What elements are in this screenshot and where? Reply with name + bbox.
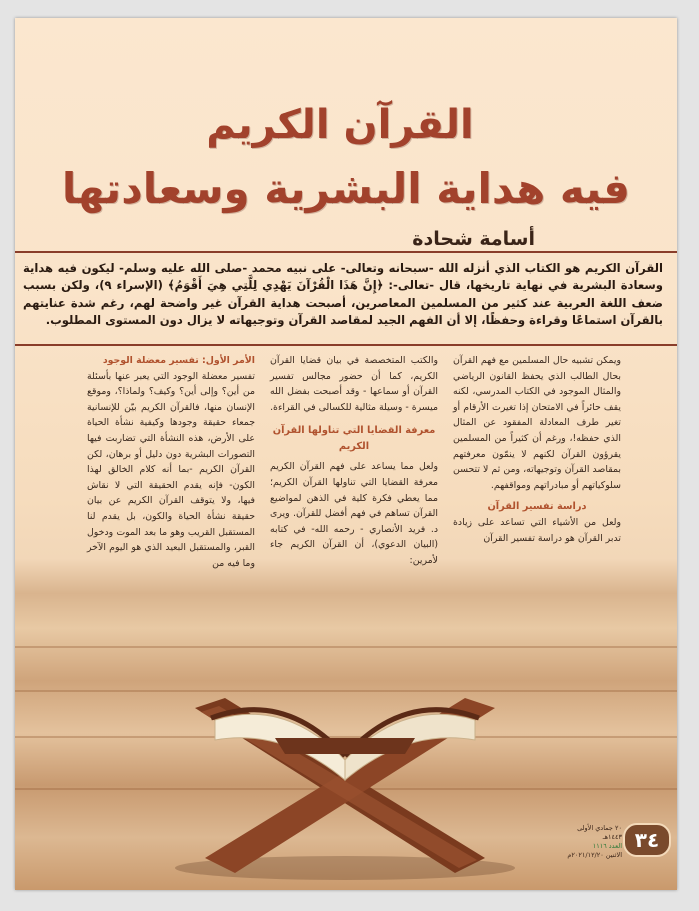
page-number-badge: ٣٤ (623, 823, 671, 857)
section-heading: الأمر الأول: تفسير معضلة الوجود (102, 355, 255, 366)
intro-bottom-rule (15, 344, 677, 346)
article-title-line2: فيه هداية البشرية وسعادتها (61, 164, 631, 213)
issue-info (560, 824, 622, 860)
quran-stand-image (155, 668, 535, 883)
column-left (87, 353, 255, 571)
paragraph: ولعل من الأشياء التي تساعد على زيادة تدبر القرآن هو دراسة تفسير القرآن (453, 517, 621, 544)
article-author: أسامة شحادة (412, 228, 535, 250)
issue-date-hijri: ٢٠ جمادي الأولى ١٤٤٣هـ (577, 824, 622, 841)
column-middle (270, 353, 438, 569)
column-right (453, 353, 621, 547)
article-intro: القرآن الكريم هو الكتاب الذي أنزله الله -سبحانه وتعالى- على نبيه محمد -صلى الله عليه وسلم- ليكون فيه هداية وسعادة البشرية في نهاية تاريخها، قال -تعالى-: ﴿إِنَّ هَذَا الْقُرْآنَ يَهْدِي لِلَّتِي هِيَ أَقْوَمُ﴾ (الإسراء ٩)، ولكن بسبب ضعف اللغة العربية عند كثير من المسلمين المعاصرين، أصبحت هداية القرآن غير واضحة لهم، رغم شدة عنايتهم بالقرآن استماعًا وقراءة وحفظًا، إلا أن الفهم الجيد لمقاصد القرآن وتوجيهاته لا يزال دون المستوى المطلوب. (23, 261, 664, 328)
issue-number: العدد ١١١٦ (592, 842, 622, 850)
section-heading: معرفة القضايا التي تناولها القرآن الكريم (272, 425, 436, 453)
intro-top-rule (15, 251, 677, 253)
paragraph: تفسير معضلة الوجود التي يعبر عنها بأسئلة من أين؟ وإلى أين؟ وكيف؟ ولماذا؟، وموقع الإنسان منها، فالقرآن الكريم بيّن للإنسانية جمعاء حقيقة وجودها وكيفية نشأة الحياة على الأرض، هذه النشأة التي تضاربت فيها التصورات البشرية دون دليل أو برهان، لكن القرآن الكريم -بما أنه كلام الخالق لهذا الكون- فإنه يقدم الحقيقة التي لا نقاش فيها، ولا يتوقف القرآن الكريم عن بيان حقيقة نشأة الحياة والكون، بل يقدم لنا المستقبل القريب وهو ما بعد الموت ودخول القبر، والمستقبل البعيد الذي هو اليوم الآخر وما فيه من (87, 370, 255, 569)
issue-date-gregorian: الاثنين ٢٠٢١/١٢/٢٠م (567, 851, 622, 859)
magazine-page (15, 18, 677, 890)
article-title-line1: القرآن الكريم (206, 102, 474, 148)
paragraph: ولعل مما يساعد على فهم القرآن الكريم معرفة القضايا التي تناولها القرآن الكريم؛ مما يعطي فكرة كلية في الذهن لمواضيع القرآن تساهم في فهم أفضل للقرآن. ويرى د. فريد الأنصاري - رحمه الله- في كتابه (البيان الدعوي)، أن القرآن الكريم جاء لأمرين: (270, 461, 438, 566)
paragraph: ويمكن تشبيه حال المسلمين مع فهم القرآن بحال الطالب الذي يحفظ القانون الرياضي والمثال الموجود في الكتاب المدرسي، لكنه يقف حائراً في الامتحان إذا تغيرت الأرقام أو تغير طرف المعادلة المفقود عن المثال الذي حفظه!، ورغم أن كثيراً من المسلمين يقرؤون القرآن لكنهم لا ينمّون معرفتهم بمقاصد القرآن وتوجيهاته، ومن ثم لا تتحسن سلوكياتهم أو مبادراتهم ومواقفهم. (453, 355, 621, 491)
floor-line (15, 646, 677, 648)
section-heading: دراسة تفسير القرآن (487, 501, 587, 513)
paragraph: والكتب المتخصصة في بيان قضايا القرآن الكريم، كما أن حضور مجالس تفسير القرآن أو سماعها - وقد أصبحت بفضل الله ميسرة - وسيلة مثالية للكسالى في القراءة. (270, 355, 438, 413)
